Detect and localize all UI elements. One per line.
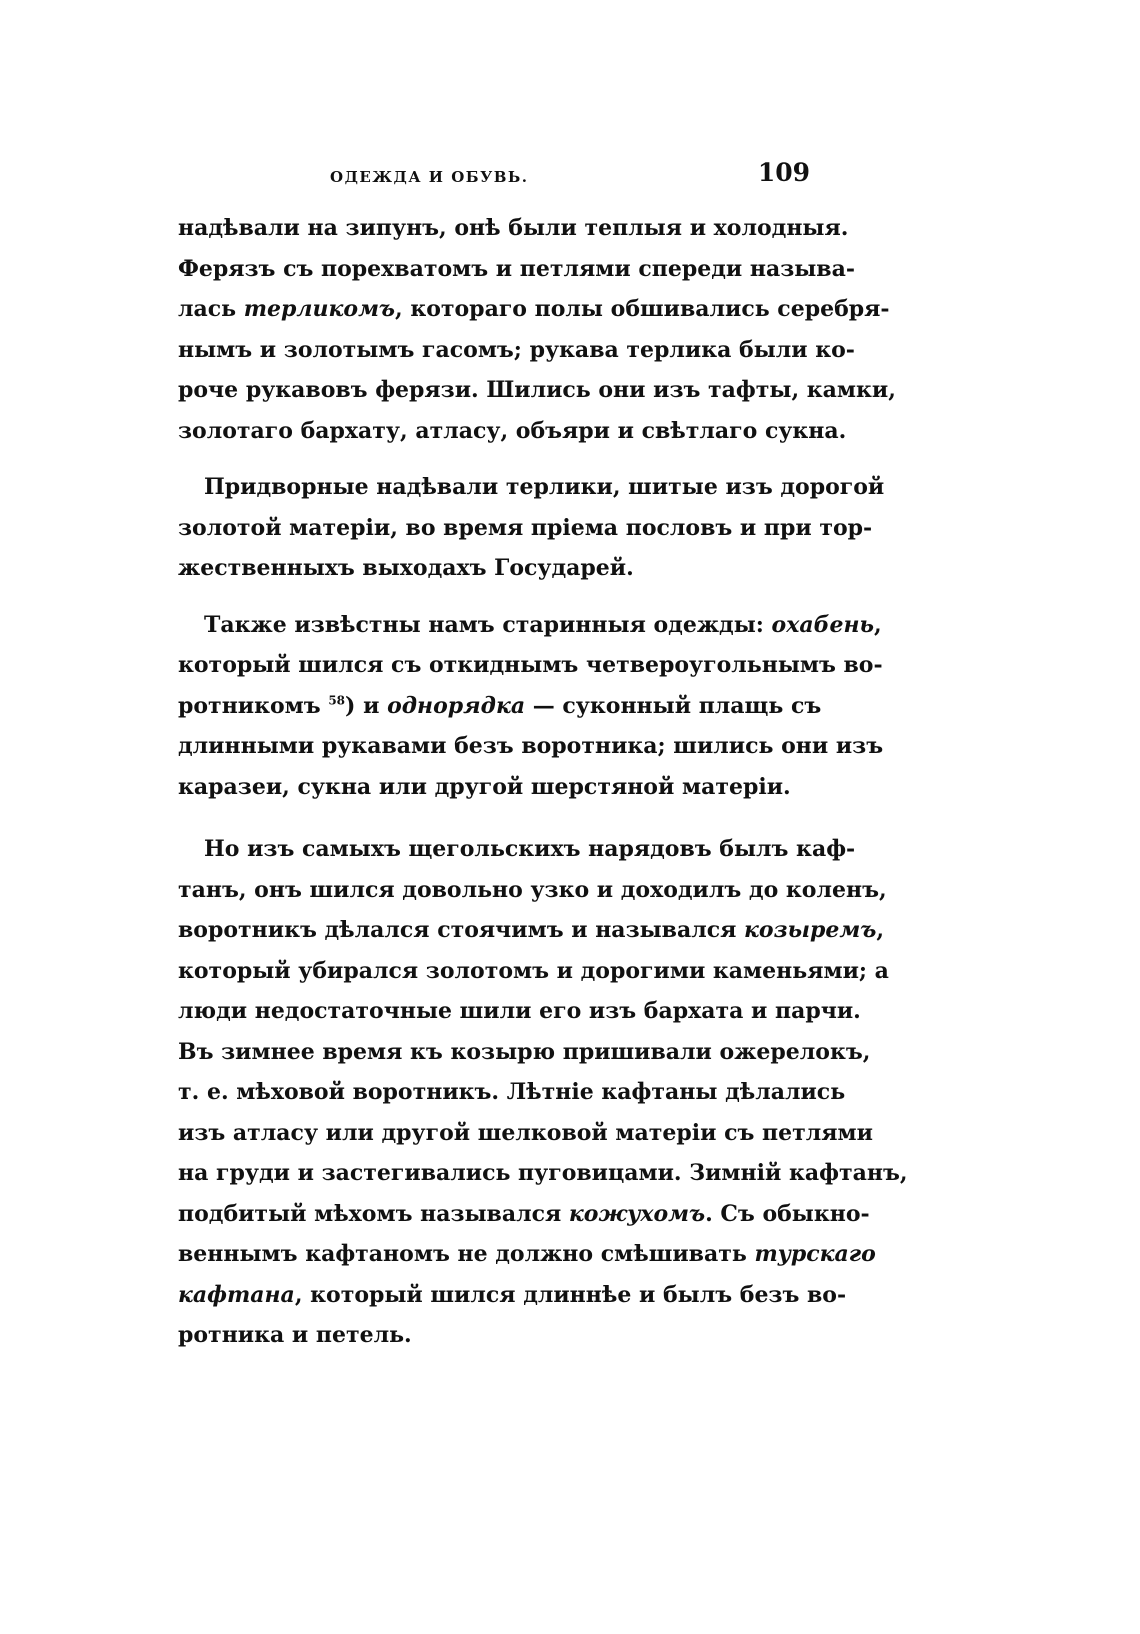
italic-term: охабень [771, 611, 875, 638]
text-line [178, 1032, 871, 1073]
text-line [178, 829, 856, 870]
text-line [178, 1315, 808, 1356]
body-text [178, 208, 908, 1356]
text-run: золотой матеріи, во время пріема пословъ и при тор- [178, 514, 873, 541]
text-run: , [874, 611, 882, 638]
text-run: т. е. мѣховой воротникъ. Лѣтніе кафтаны дѣлались [178, 1079, 846, 1105]
text-line [178, 548, 808, 589]
text-line [178, 951, 889, 992]
text-run: , который шился длиннѣе и былъ безъ во- [294, 1281, 847, 1308]
paragraph [178, 208, 896, 451]
text-line [178, 1072, 846, 1113]
paragraph-gap [178, 451, 808, 467]
text-line [178, 910, 884, 951]
text-run: надѣвали на зипунъ, онѣ были теплыя и холодныя. [178, 215, 849, 241]
text-line [178, 249, 855, 290]
text-line [178, 1234, 876, 1275]
text-run: веннымъ кафтаномъ не должно смѣшивать [178, 1241, 755, 1267]
text-run: танъ, онъ шился довольно узко и доходилъ до коленъ, [178, 876, 887, 903]
text-run: лась [178, 296, 244, 322]
text-line [178, 686, 822, 727]
text-line [178, 1113, 873, 1154]
text-line [178, 508, 873, 549]
text-run: жественныхъ выходахъ Государей. [178, 555, 634, 581]
text-run: ротника и петель. [178, 1322, 412, 1348]
text-line [178, 870, 887, 911]
text-run: Въ зимнее время къ козырю пришивали ожерелокъ, [178, 1038, 871, 1065]
text-run: Но изъ самыхъ щегольскихъ нарядовъ былъ каф- [204, 836, 856, 862]
text-run: , [876, 917, 884, 943]
text-run: роче рукавовъ ферязи. Шились они изъ тафты, камки, [178, 377, 896, 403]
running-header [330, 158, 810, 198]
italic-term: кожухомъ [568, 1200, 706, 1227]
text-line [178, 411, 847, 452]
text-line [178, 645, 883, 686]
text-line [178, 1153, 908, 1194]
page-number: 109 [757, 158, 810, 187]
text-run: длинными рукавами безъ воротника; шились они изъ [178, 733, 884, 759]
text-line [178, 467, 885, 508]
text-run: . Съ обыкно- [705, 1200, 870, 1227]
italic-term: терликомъ [243, 296, 395, 322]
text-run: Также извѣстны намъ старинныя одежды: [204, 611, 772, 638]
text-run: который убирался золотомъ и дорогими каменьями; а [178, 957, 889, 984]
paragraph-gap [178, 589, 808, 605]
text-line [178, 767, 808, 808]
italic-term: однорядка [387, 692, 526, 719]
text-run: подбитый мѣхомъ назывался [178, 1200, 569, 1227]
text-line [178, 1275, 847, 1316]
text-run: на груди и застегивались пуговицами. Зимній кафтанъ, [178, 1160, 908, 1186]
italic-term: кафтана [178, 1281, 295, 1308]
text-run: изъ атласу или другой шелковой матеріи съ петлями [178, 1119, 873, 1146]
paragraph [178, 829, 908, 1356]
text-run: Ферязъ съ порехватомъ и петлями спереди называ- [178, 255, 855, 282]
text-run: ротникомъ [178, 692, 329, 719]
text-run: ) и [345, 692, 388, 719]
text-line [178, 605, 882, 646]
text-run: нымъ и золотымъ гасомъ; рукава терлика были ко- [178, 336, 855, 363]
text-run: , котораго полы обшивались серебря- [395, 296, 890, 322]
text-line [178, 1194, 870, 1235]
footnote-ref: 58 [328, 693, 346, 708]
text-run: золотаго бархату, атласу, объяри и свѣтлаго сукна. [178, 417, 847, 444]
paragraph [178, 467, 885, 589]
text-line [178, 330, 855, 371]
paragraph [178, 605, 884, 808]
text-run: каразеи, сукна или другой шерстяной матеріи. [178, 773, 791, 800]
text-line [178, 208, 849, 249]
text-line [178, 991, 861, 1032]
italic-term: козыремъ [744, 917, 877, 943]
text-run: люди недостаточные шили его изъ бархата и парчи. [178, 998, 861, 1024]
text-line [178, 726, 884, 767]
text-run: — суконный плащь съ [525, 692, 822, 719]
text-run: воротникъ дѣлался стоячимъ и назывался [178, 917, 745, 943]
text-run: который шился съ откиднымъ четвероугольнымъ во- [178, 652, 883, 678]
text-line [178, 289, 890, 330]
italic-term: турскаго [754, 1241, 876, 1267]
text-run: Придворные надѣвали терлики, шитые изъ дорогой [204, 474, 885, 500]
paragraph-gap [178, 807, 808, 829]
text-line [178, 370, 896, 411]
running-head-title: ОДЕЖДА И ОБУВЬ. [330, 168, 529, 186]
